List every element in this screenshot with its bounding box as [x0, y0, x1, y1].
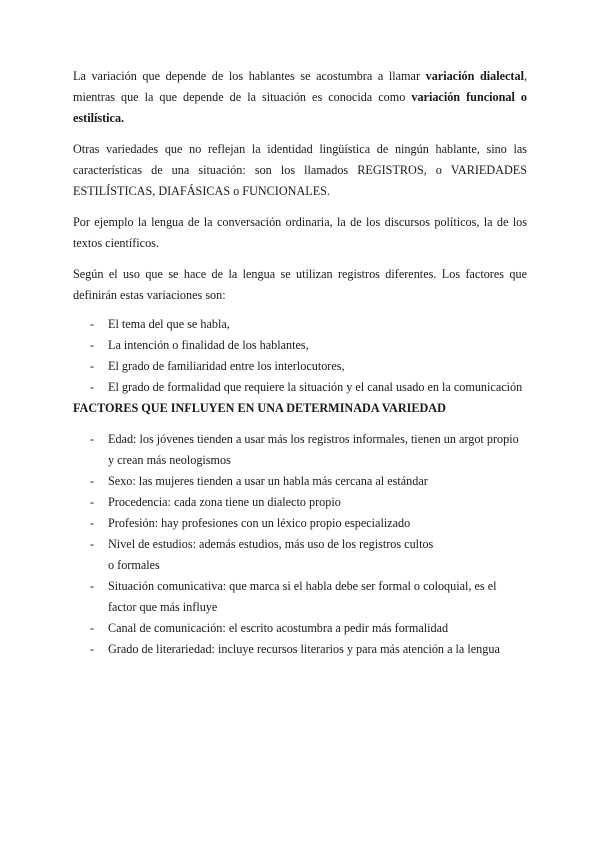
list-item: - Canal de comunicación: el escrito acostumbra a pedir más formalidad — [73, 618, 527, 639]
paragraph-registers: Otras variedades que no reflejan la identidad lingüística de ningún hablante, sino las características de una situación: son los llamados REGISTROS, o VARIEDADES ESTILÍSTICAS, DIAFÁSICAS o FUNCIONALES. — [73, 142, 527, 198]
dash-bullet: - — [90, 495, 95, 509]
list-item: - El grado de familiaridad entre los interlocutores, — [73, 356, 527, 377]
list-item: - Sexo: las mujeres tienden a usar un habla más cercana al estándar — [73, 471, 527, 492]
list-item: - El grado de formalidad que requiere la situación y el canal usado en la comunicación — [73, 377, 527, 398]
list-item: - Nivel de estudios: además estudios, más uso de los registros cultos o formales — [73, 534, 527, 576]
paragraph-factors-intro: Según el uso que se hace de la lengua se utilizan registros diferentes. Los factores que definirán estas variaciones son: — [73, 267, 527, 302]
factors-list — [73, 314, 527, 398]
dash-bullet: - — [90, 338, 95, 352]
dash-bullet: - — [90, 359, 95, 373]
list-item: - Situación comunicativa: que marca si el habla debe ser formal o coloquial, es el factor que más influye — [73, 576, 527, 618]
paragraph-example: Por ejemplo la lengua de la conversación ordinaria, la de los discursos políticos, la de los textos científicos. — [73, 215, 527, 250]
dash-bullet: - — [90, 642, 95, 656]
list-item: - Grado de literariedad: incluye recursos literarios y para más atención a la lengua — [73, 639, 527, 660]
dash-bullet: - — [90, 317, 95, 331]
section-heading: FACTORES QUE INFLUYEN EN UNA DETERMINADA VARIEDAD — [73, 401, 446, 415]
dash-bullet: - — [90, 516, 95, 530]
list-item-continuation: o formales — [108, 558, 160, 572]
dash-bullet: - — [90, 432, 95, 446]
bold-term-functional: variación funcional o estilística. — [73, 90, 527, 125]
influence-factors-list — [73, 429, 527, 660]
paragraph-text: , mientras que la que depende de la situación es conocida como — [73, 69, 528, 104]
dash-bullet: - — [90, 621, 95, 635]
bold-term-dialectal: variación dialectal — [425, 69, 524, 83]
list-item: - Profesión: hay profesiones con un léxico propio especializado — [73, 513, 527, 534]
paragraph-variation-types — [73, 66, 527, 129]
document-page — [73, 66, 527, 660]
list-item: - Edad: los jóvenes tienden a usar más los registros informales, tienen un argot propio y crean más neologismos — [73, 429, 527, 471]
dash-bullet: - — [90, 380, 95, 394]
list-item: - Procedencia: cada zona tiene un dialecto propio — [73, 492, 527, 513]
list-item: - La intención o finalidad de los hablantes, — [73, 335, 527, 356]
dash-bullet: - — [90, 579, 95, 593]
paragraph-text: La variación que depende de los hablantes se acostumbra a llamar — [73, 69, 426, 83]
list-item: - El tema del que se habla, — [73, 314, 527, 335]
dash-bullet: - — [90, 537, 95, 551]
dash-bullet: - — [90, 474, 95, 488]
